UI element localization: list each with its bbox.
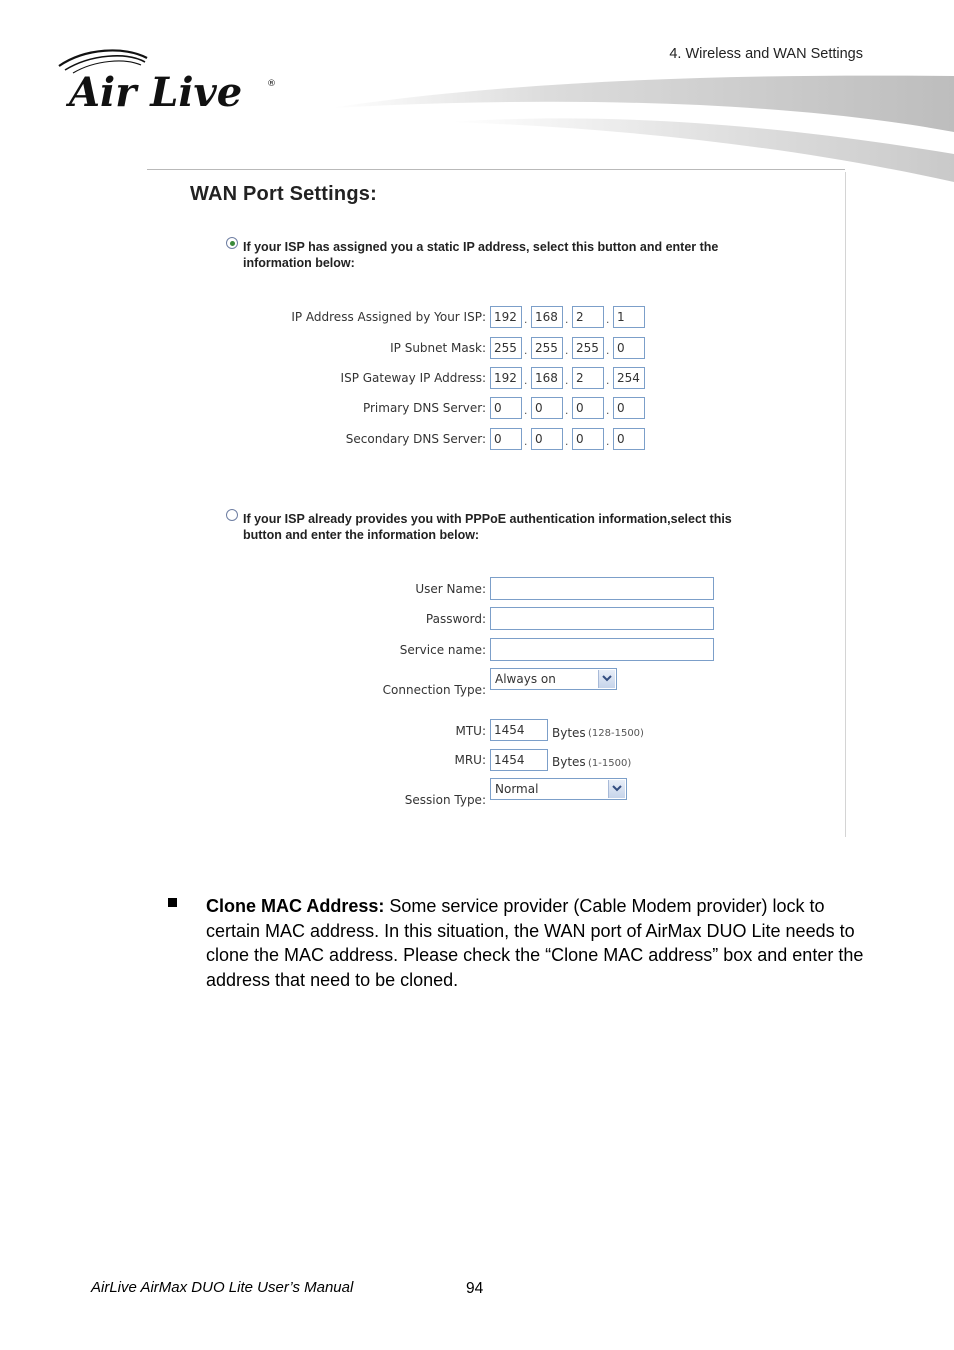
ip-address-octet-2[interactable]: 168 xyxy=(531,306,563,328)
page-number: 94 xyxy=(466,1280,484,1297)
gateway-octet-1[interactable]: 192 xyxy=(490,367,522,389)
ip-address-octet-4[interactable]: 1 xyxy=(613,306,645,328)
primary-dns-octet-4[interactable]: 0 xyxy=(613,397,645,419)
svg-text:®: ® xyxy=(267,79,276,89)
password-input[interactable] xyxy=(490,607,714,630)
secondary-dns-octet-3[interactable]: 0 xyxy=(572,428,604,450)
static-ip-radio[interactable] xyxy=(226,237,238,249)
gateway-octet-4[interactable]: 254 xyxy=(613,367,645,389)
octet-separator: . xyxy=(524,373,528,387)
square-bullet-icon xyxy=(168,898,177,907)
connection-type-label: Connection Type: xyxy=(382,683,486,697)
clone-mac-paragraph xyxy=(206,894,866,992)
gateway-octet-3[interactable]: 2 xyxy=(572,367,604,389)
subnet-mask-octet-3[interactable]: 255 xyxy=(572,337,604,359)
chevron-down-icon[interactable] xyxy=(598,670,615,688)
octet-separator: . xyxy=(524,343,528,357)
mtu-label: MTU: xyxy=(455,724,486,738)
clone-mac-term: Clone MAC Address: xyxy=(206,896,385,916)
mtu-unit: Bytes xyxy=(552,726,586,740)
airlive-logo xyxy=(55,46,285,116)
connection-type-select[interactable] xyxy=(490,668,617,690)
wan-port-settings-title: WAN Port Settings: xyxy=(190,183,377,205)
clone-mac-description: Some service provider (Cable Modem provider) lock to certain MAC address. In this situation, the WAN port of AirMax DUO Lite needs to clone the MAC address. Please check the “Clone MAC address” box and enter the address that need to be cloned. xyxy=(206,896,864,990)
pppoe-option-text: If your ISP already provides you with PPPoE authentication information,select this button and enter the information below: xyxy=(243,512,732,542)
logo-text: Air Live xyxy=(69,69,243,116)
ip-address-octet-1[interactable]: 192 xyxy=(490,306,522,328)
secondary-dns-octet-2[interactable]: 0 xyxy=(531,428,563,450)
session-type-label: Session Type: xyxy=(404,793,486,807)
gateway-label: ISP Gateway IP Address: xyxy=(340,371,486,385)
session-type-value: Normal xyxy=(495,782,539,796)
octet-separator: . xyxy=(565,373,569,387)
header-swoosh-decoration xyxy=(330,70,954,185)
octet-separator: . xyxy=(565,343,569,357)
octet-separator: . xyxy=(606,312,610,326)
octet-separator: . xyxy=(524,312,528,326)
primary-dns-octet-3[interactable]: 0 xyxy=(572,397,604,419)
panel-border xyxy=(845,172,846,837)
mtu-input[interactable]: 1454 xyxy=(490,719,548,741)
service-name-input[interactable] xyxy=(490,638,714,661)
service-name-label: Service name: xyxy=(399,643,486,657)
secondary-dns-octet-1[interactable]: 0 xyxy=(490,428,522,450)
octet-separator: . xyxy=(606,434,610,448)
octet-separator: . xyxy=(565,312,569,326)
user-name-input[interactable] xyxy=(490,577,714,600)
ip-address-label: IP Address Assigned by Your ISP: xyxy=(291,310,486,324)
mtu-range: (128-1500) xyxy=(588,728,644,739)
primary-dns-label: Primary DNS Server: xyxy=(362,401,486,415)
octet-separator: . xyxy=(606,343,610,357)
session-type-select[interactable] xyxy=(490,778,627,800)
octet-separator: . xyxy=(606,373,610,387)
user-name-label: User Name: xyxy=(415,582,486,596)
subnet-mask-octet-2[interactable]: 255 xyxy=(531,337,563,359)
chevron-down-icon[interactable] xyxy=(608,780,625,798)
pppoe-radio[interactable] xyxy=(226,509,238,521)
primary-dns-octet-2[interactable]: 0 xyxy=(531,397,563,419)
mru-label: MRU: xyxy=(454,753,486,767)
chapter-title: 4. Wireless and WAN Settings xyxy=(669,46,863,62)
octet-separator: . xyxy=(524,434,528,448)
octet-separator: . xyxy=(565,403,569,417)
mru-unit: Bytes xyxy=(552,755,586,769)
mru-range: (1-1500) xyxy=(588,758,632,769)
octet-separator: . xyxy=(565,434,569,448)
gateway-octet-2[interactable]: 168 xyxy=(531,367,563,389)
mru-input[interactable]: 1454 xyxy=(490,749,548,771)
subnet-mask-label: IP Subnet Mask: xyxy=(390,341,486,355)
connection-type-value: Always on xyxy=(495,672,556,686)
ip-address-octet-3[interactable]: 2 xyxy=(572,306,604,328)
secondary-dns-label: Secondary DNS Server: xyxy=(345,432,486,446)
octet-separator: . xyxy=(606,403,610,417)
static-ip-option-text: If your ISP has assigned you a static IP address, select this button and enter the information below: xyxy=(243,240,719,270)
octet-separator: . xyxy=(524,403,528,417)
subnet-mask-octet-4[interactable]: 0 xyxy=(613,337,645,359)
manual-title: AirLive AirMax DUO Lite User’s Manual xyxy=(91,1279,354,1296)
password-label: Password: xyxy=(425,612,486,626)
subnet-mask-octet-1[interactable]: 255 xyxy=(490,337,522,359)
secondary-dns-octet-4[interactable]: 0 xyxy=(613,428,645,450)
primary-dns-octet-1[interactable]: 0 xyxy=(490,397,522,419)
